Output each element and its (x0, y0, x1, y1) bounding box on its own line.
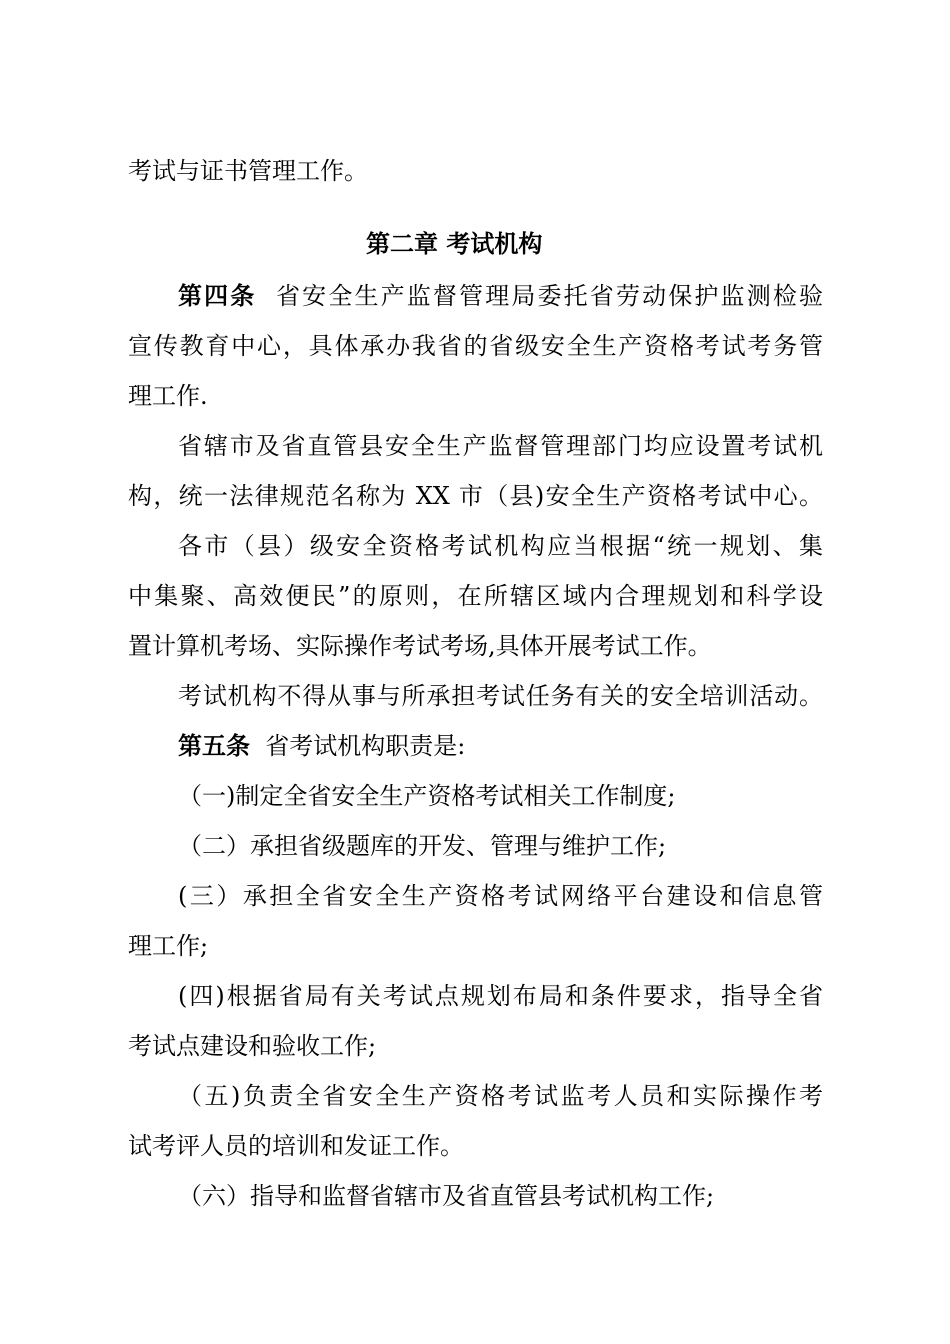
duty-item-4-line1: (四)根据省局有关考试点规划布局和条件要求，指导全省 (178, 982, 823, 1010)
article4-line2: 宣传教育中心，具体承办我省的省级安全生产资格考试考务管 (128, 332, 823, 360)
article5-text: 省考试机构职责是: (265, 732, 466, 760)
planning-line3: 置计算机考场、实际操作考试考场,具体开展考试工作。 (128, 632, 712, 660)
chapter-title: 第二章 考试机构 (366, 229, 543, 258)
planning-line2: 中集聚、高效便民”的原则，在所辖区域内合理规划和科学设 (128, 582, 823, 610)
intro-line: 考试与证书管理工作。 (128, 157, 368, 185)
article5-label: 第五条 (178, 731, 250, 760)
exam-org-line2: 构，统一法律规范名称为 XX 市（县)安全生产资格考试中心。 (128, 482, 823, 510)
article4-line1 (178, 280, 823, 312)
duty-item-4-line2: 考试点建设和验收工作; (128, 1032, 377, 1060)
duty-item-5-line2: 试考评人员的培训和发证工作。 (128, 1132, 464, 1160)
prohibit-line: 考试机构不得从事与所承担考试任务有关的安全培训活动。 (178, 682, 823, 710)
duty-item-2: （二）承担省级题库的开发、管理与维护工作; (178, 832, 667, 860)
duty-item-1: （一)制定全省安全生产资格考试相关工作制度; (178, 782, 676, 810)
article4-text-line1: 省安全生产监督管理局委托省劳动保护监测检验 (276, 282, 824, 310)
article4-line3: 理工作. (128, 382, 208, 410)
duty-item-6: （六）指导和监督省辖市及省直管县考试机构工作; (178, 1182, 715, 1210)
duty-item-5-line1: （五)负责全省安全生产资格考试监考人员和实际操作考 (178, 1082, 823, 1110)
duty-item-3-line2: 理工作; (128, 932, 209, 960)
article4-label: 第四条 (178, 281, 257, 310)
duty-item-3-line1: (三）承担全省安全生产资格考试网络平台建设和信息管 (178, 882, 823, 910)
article5-line (178, 730, 465, 762)
exam-org-line1: 省辖市及省直管县安全生产监督管理部门均应设置考试机 (178, 432, 823, 460)
planning-line1: 各市（县）级安全资格考试机构应当根据“统一规划、集 (178, 532, 823, 560)
